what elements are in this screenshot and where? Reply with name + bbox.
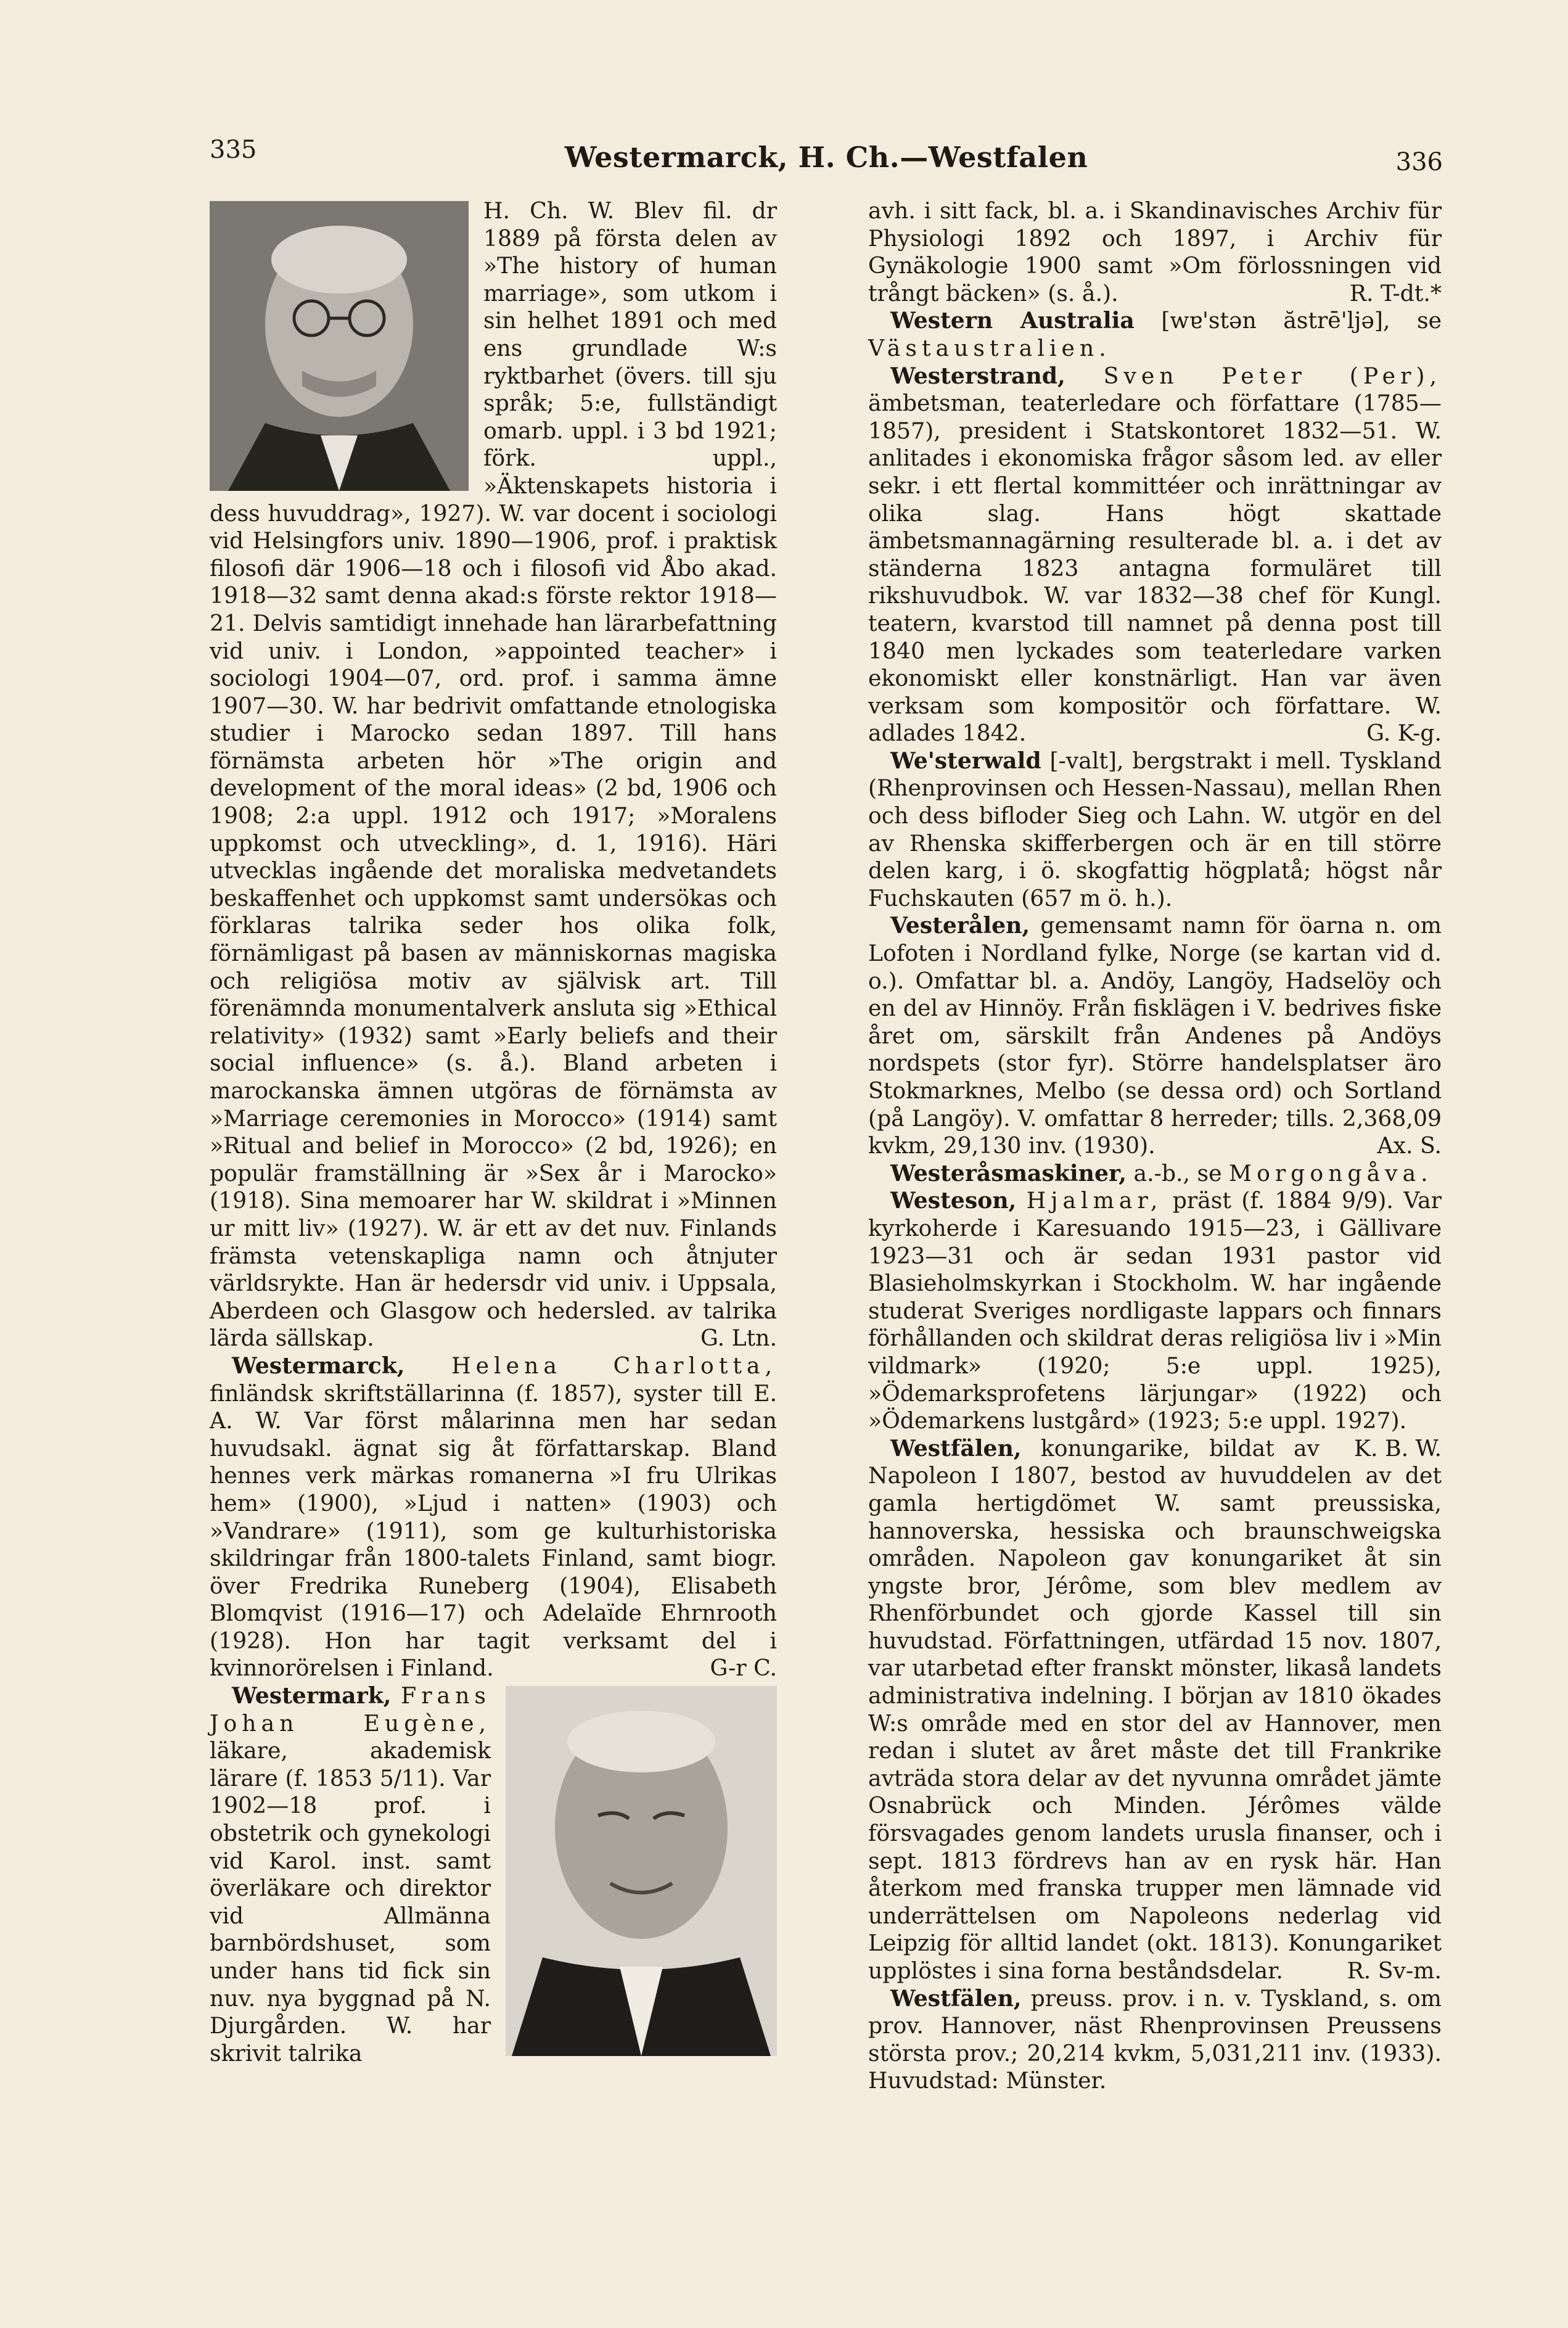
author-signature: Ax. S. xyxy=(1377,1132,1442,1159)
entry-western-australia xyxy=(868,307,1442,362)
entry-person-name: Frans Johan Eugène, xyxy=(210,1682,491,1737)
entry-headword: Westeråsmaskiner, xyxy=(890,1159,1127,1187)
running-title: Westermarck, H. Ch.—Westfalen xyxy=(564,141,1088,174)
entry-headword: Westermarck, xyxy=(232,1352,405,1379)
page-number-left: 335 xyxy=(210,136,257,164)
cross-reference: Morgongåva. xyxy=(1229,1159,1433,1187)
entry-text: [wɐ'stən ăstrē'ljə], se xyxy=(1161,307,1442,334)
author-signature: G. Ltn. xyxy=(700,1325,777,1352)
left-column xyxy=(210,197,777,2067)
entry-westermarck-continued xyxy=(210,197,777,1352)
entry-person-name: Hjalmar, xyxy=(1026,1187,1163,1214)
entry-headword: We'sterwald xyxy=(890,747,1041,774)
portrait-photo-westermark xyxy=(506,1686,777,2056)
entry-text: H. Ch. W. Blev fil. dr 1889 på första delen av »The history of human marriage», som utkom i sin helhet 1891 och med ens grundlade W:s ryktbarhet (övers. till sju språk; 5:e, fullständigt omarb. uppl. i 3 bd 1921; förk. uppl., »Äktenskapets historia i dess huvuddrag», 1927). W. var docent i sociologi vid Helsingfors univ. 1890—1906, prof. i praktisk filosofi där 1906—18 och i filosofi vid Åbo akad. 1918—32 samt denna akad:s förste rektor 1918—21. Delvis samtidigt innehade han lärarbefattning vid univ. i London, »appointed teacher» i sociologi 1904—07, ord. prof. i samma ämne 1907—30. W. har bedrivit omfattande etnologiska studier i Marocko sedan 1897. Till hans förnämsta arbeten hör »The origin and development of the moral ideas» (2 bd, 1906 och 1908; 2:a uppl. 1912 och 1917; »Moralens uppkomst och utveckling», d. 1, 1916). Häri utvecklas ingående det moraliska medvetandets beskaffenhet och uppkomst samt undersökas och förklaras talrika seder hos olika folk, förnämligast på basen av människornas magiska och religiösa motiv av självisk art. Till förenämnda monumentalverk ansluta sig »Ethical relativity» (1932) samt »Early beliefs and their social influence» (s. å.). Bland arbeten i marockanska ämnen utgöras de förnämsta av »Marriage ceremonies in Morocco» (1914) samt »Ritual and belief in Morocco» (2 bd, 1926); en populär framställning är »Sex år i Marocko» (1918). Sina memoarer har W. skildrat i »Minnen ur mitt liv» (1927). W. är ett av det nuv. Finlands främsta vetenskapliga namn och åtnjuter världsrykte. Han är hedersdr vid univ. i Uppsala, Aberdeen och Glasgow och hedersled. av talrika lärda sällskap. xyxy=(210,197,777,1352)
entry-headword: Westeson, xyxy=(890,1187,1017,1214)
entry-text: finländsk skriftställarinna (f. 1857), syster till E. A. W. Var först målarinna men har sedan huvudsakl. ägnat sig åt författarskap. Bland hennes verk märkas romanerna »I fru Ulrikas hem» (1900), »Ljud i natten» (1903) och »Vandrare» (1911), som ge kulturhistoriska skildringar från 1800-talets Finland, samt biogr. över Fredrika Runeberg (1904), Elisabeth Blomqvist (1916—17) och Adelaïde Ehrnrooth (1928). Hon har tagit verksamt del i kvinnorörelsen i Finland. xyxy=(210,1380,777,1682)
entry-text: läkare, akademisk lärare (f. 1853 5/11). Var 1902—18 prof. i obstetrik och gynekologi vid Karol. inst. samt överläkare och direktor vid Allmänna barnbördshuset, som under hans tid fick sin nuv. nya byggnad på N. Djurgården. W. har skrivit talrika xyxy=(210,1737,491,2067)
page-number-right: 336 xyxy=(1395,148,1443,176)
entry-frans-westermark xyxy=(210,1682,777,2067)
entry-text: a.-b., se xyxy=(1133,1159,1222,1187)
entry-person-name: Helena Charlotta, xyxy=(451,1352,777,1379)
author-signature: G. K-g. xyxy=(1366,720,1442,747)
author-signature: R. Sv-m. xyxy=(1347,1957,1442,1984)
page-header xyxy=(210,130,1443,204)
right-column xyxy=(868,197,1442,2095)
entry-headword: Westerstrand, xyxy=(890,362,1065,389)
entry-westermark-continued xyxy=(868,197,1442,307)
entry-headword: Vesterålen, xyxy=(890,912,1030,939)
entry-text: preuss. prov. i n. v. Tyskland, s. om prov. Hannover, näst Rhenprovinsen Preussens största prov.; 20,214 kvkm, 5,031,211 inv. (1933). Huvudstad: Münster. xyxy=(868,1985,1442,2094)
entry-headword: Westfälen, xyxy=(890,1434,1022,1462)
entry-westfalen-province xyxy=(868,1985,1442,2095)
entry-headword: Westermark, xyxy=(232,1682,392,1709)
entry-text: [-valt], bergstrakt i mell. Tyskland (Rhenprovinsen och Hessen-Nassau), mellan Rhen och dess bifloder Sieg och Lahn. W. utgör en del av Rhenska skifferbergen och är en till större delen karg, i ö. skogfattig högplatå; högst når Fuchskauten (657 m ö. h.). xyxy=(868,747,1442,911)
entry-westerwald xyxy=(868,747,1442,913)
author-signature: G-r C. xyxy=(710,1655,777,1682)
author-signature: K. B. W. xyxy=(1353,1434,1442,1462)
cross-reference: Västaustralien. xyxy=(868,334,1111,361)
portrait-photo-westermarck xyxy=(210,201,469,491)
entry-westfalen-kingdom xyxy=(868,1435,1442,1985)
entry-text: gemensamt namn för öarna n. om Lofoten i Nordland fylke, Norge (se kartan vid d. o.). Omfattar bl. a. Andöy, Langöy, Hadselöy och en del av Hinnöy. Från fisklägen i V. bedrives fiske året om, särskilt från Andenes på Andöys nordspets (stor fyr). Större handelsplatser äro Stokmarknes, Melbo (se dessa ord) och Sortland (på Langöy). V. omfattar 8 herreder; tills. 2,368,09 kvkm, 29,130 inv. (1930). xyxy=(868,912,1442,1159)
author-signature: R. T-dt.* xyxy=(1349,279,1442,306)
entry-person-name: Sven Peter (Per), xyxy=(1103,362,1442,389)
entry-vesteralen xyxy=(868,912,1442,1159)
entry-text: konungarike, bildat av Napoleon I 1807, bestod av huvuddelen av det gamla hertigdömet W. samt preussiska, hannoverska, hessiska och braunschweigska områden. Napoleon gav konungariket åt sin yngste bror, Jérôme, som blev medlem av Rhenförbundet och gjorde Kassel till sin huvudstad. Författningen, utfärdad 15 nov. 1807, var utarbetad efter franskt mönster, likaså landets administrativa indelning. I början av 1810 ökades W:s område med en stor del av Hannover, men redan i slutet av året måste det till Frankrike avträda stora delar av det nyvunna området jämte Osnabrück och Minden. Jérômes välde försvagades genom landets urusla finanser, och i sept. 1813 fördrevs han av en rysk här. Han återkom med franska trupper men lämnade vid underrättelsen om Napoleons nederlag vid Leipzig för alltid landet (okt. 1813). Konungariket upplöstes i sina forna beståndsdelar. xyxy=(868,1434,1442,1984)
entry-westerasmaskiner xyxy=(868,1160,1442,1188)
entry-text: avh. i sitt fack, bl. a. i Skandinavisches Archiv für Physiologi 1892 och 1897, i Archiv für Gynäkologie 1900 samt »Om förlossningen vid trångt bäcken» (s. å.). xyxy=(868,197,1442,306)
entry-helena-westermarck xyxy=(210,1352,777,1682)
entry-westerstrand xyxy=(868,363,1442,747)
entry-headword: Western Australia xyxy=(890,307,1135,334)
entry-text: präst (f. 1884 9/9). Var kyrkoherde i Karesuando 1915—23, i Gällivare 1923—31 och är sedan 1931 pastor vid Blasieholmskyrkan i Stockholm. W. har ingående studerat Sveriges nordligaste lappars och finnars förhållanden och skildrat deras religiösa liv i »Min vildmark» (1920; 5:e uppl. 1925), »Ödemarksprofetens lärjungar» (1922) och »Ödemarkens lustgård» (1923; 5:e uppl. 1927). xyxy=(868,1187,1442,1434)
entry-text: ämbetsman, teaterledare och författare (1785—1857), president i Statskontoret 1832—51. W. anlitades i ekonomiska frågor såsom led. av eller sekr. i ett flertal kommittéer och inrättningar av olika slag. Hans högt skattade ämbetsmannagärning resulterade bl. a. i det av ständerna 1823 antagna formuläret till rikshuvudbok. W. var 1832—38 chef för Kungl. teatern, kvarstod till namnet på denna post till 1840 men lyckades som teaterledare varken ekonomiskt eller konstnärligt. Han var även verksam som kompositör och författare. W. adlades 1842. xyxy=(868,390,1442,747)
entry-headword: Westfälen, xyxy=(890,1985,1022,2012)
